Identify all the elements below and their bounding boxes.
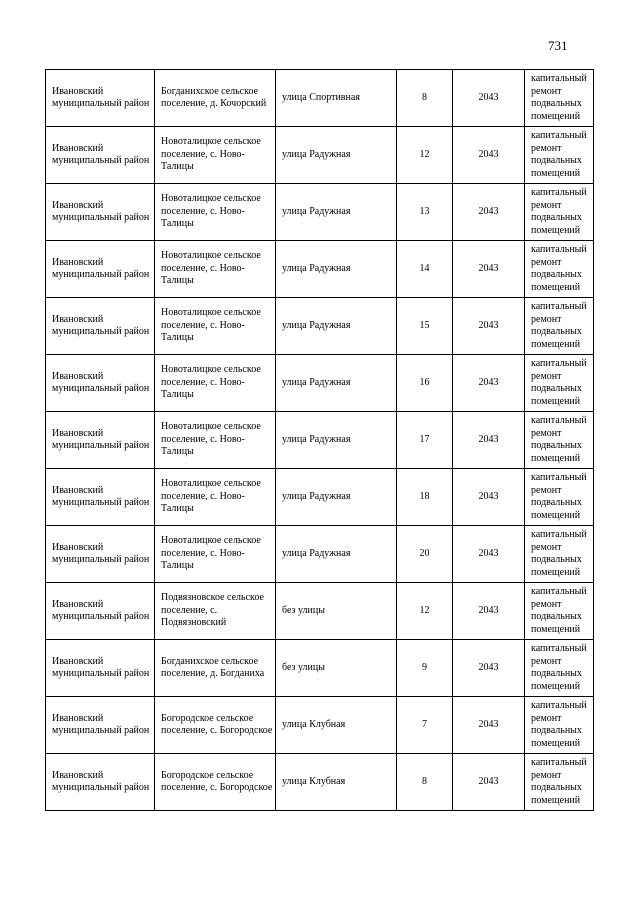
cell-house-number: 20	[397, 526, 453, 583]
cell-year: 2043	[453, 526, 525, 583]
cell-district: Ивановский муниципальный район	[46, 355, 155, 412]
cell-year: 2043	[453, 697, 525, 754]
cell-district: Ивановский муниципальный район	[46, 241, 155, 298]
cell-year: 2043	[453, 184, 525, 241]
cell-year: 2043	[453, 241, 525, 298]
cell-work-type: капитальный ремонт подвальных помещений	[525, 298, 594, 355]
page-number: 731	[548, 38, 568, 53]
cell-year: 2043	[453, 355, 525, 412]
cell-work-type: капитальный ремонт подвальных помещений	[525, 697, 594, 754]
cell-street: улица Спортивная	[276, 70, 397, 127]
cell-street: улица Радужная	[276, 241, 397, 298]
cell-street: улица Клубная	[276, 754, 397, 811]
table-row	[46, 127, 594, 184]
cell-year: 2043	[453, 754, 525, 811]
cell-year: 2043	[453, 469, 525, 526]
cell-street: улица Радужная	[276, 127, 397, 184]
cell-street: улица Радужная	[276, 298, 397, 355]
cell-house-number: 8	[397, 754, 453, 811]
cell-house-number: 12	[397, 583, 453, 640]
cell-work-type: капитальный ремонт подвальных помещений	[525, 127, 594, 184]
cell-work-type: капитальный ремонт подвальных помещений	[525, 70, 594, 127]
table-row	[46, 697, 594, 754]
cell-district: Ивановский муниципальный район	[46, 583, 155, 640]
cell-street: улица Радужная	[276, 526, 397, 583]
table-row	[46, 469, 594, 526]
cell-district: Ивановский муниципальный район	[46, 697, 155, 754]
cell-settlement: Новоталицкое сельское поселение, с. Ново-Талицы	[155, 184, 276, 241]
cell-work-type: капитальный ремонт подвальных помещений	[525, 412, 594, 469]
cell-year: 2043	[453, 298, 525, 355]
cell-settlement: Богородское сельское поселение, с. Богородское	[155, 697, 276, 754]
cell-house-number: 17	[397, 412, 453, 469]
cell-street: улица Клубная	[276, 697, 397, 754]
cell-work-type: капитальный ремонт подвальных помещений	[525, 241, 594, 298]
cell-settlement: Богородское сельское поселение, с. Богородское	[155, 754, 276, 811]
cell-settlement: Новоталицкое сельское поселение, с. Ново-Талицы	[155, 355, 276, 412]
cell-district: Ивановский муниципальный район	[46, 412, 155, 469]
cell-district: Ивановский муниципальный район	[46, 469, 155, 526]
cell-settlement: Новоталицкое сельское поселение, с. Ново-Талицы	[155, 412, 276, 469]
cell-district: Ивановский муниципальный район	[46, 127, 155, 184]
table-row	[46, 754, 594, 811]
cell-work-type: капитальный ремонт подвальных помещений	[525, 355, 594, 412]
table-row	[46, 184, 594, 241]
cell-work-type: капитальный ремонт подвальных помещений	[525, 526, 594, 583]
cell-work-type: капитальный ремонт подвальных помещений	[525, 469, 594, 526]
cell-street: улица Радужная	[276, 412, 397, 469]
cell-street: без улицы	[276, 583, 397, 640]
cell-street: без улицы	[276, 640, 397, 697]
cell-settlement: Новоталицкое сельское поселение, с. Ново-Талицы	[155, 526, 276, 583]
cell-year: 2043	[453, 70, 525, 127]
registry-table-body	[46, 70, 594, 811]
table-row	[46, 355, 594, 412]
cell-house-number: 12	[397, 127, 453, 184]
cell-settlement: Новоталицкое сельское поселение, с. Ново-Талицы	[155, 469, 276, 526]
table-row	[46, 70, 594, 127]
cell-year: 2043	[453, 127, 525, 184]
cell-work-type: капитальный ремонт подвальных помещений	[525, 754, 594, 811]
cell-house-number: 8	[397, 70, 453, 127]
cell-house-number: 15	[397, 298, 453, 355]
cell-settlement: Новоталицкое сельское поселение, с. Ново-Талицы	[155, 127, 276, 184]
cell-house-number: 18	[397, 469, 453, 526]
cell-street: улица Радужная	[276, 469, 397, 526]
table-row	[46, 298, 594, 355]
table-row	[46, 583, 594, 640]
cell-settlement: Богданихское сельское поселение, д. Кочорский	[155, 70, 276, 127]
cell-street: улица Радужная	[276, 184, 397, 241]
cell-street: улица Радужная	[276, 355, 397, 412]
cell-year: 2043	[453, 583, 525, 640]
cell-house-number: 16	[397, 355, 453, 412]
registry-table	[45, 69, 594, 811]
cell-house-number: 7	[397, 697, 453, 754]
cell-settlement: Богданихское сельское поселение, д. Богданиха	[155, 640, 276, 697]
cell-work-type: капитальный ремонт подвальных помещений	[525, 583, 594, 640]
cell-district: Ивановский муниципальный район	[46, 298, 155, 355]
table-row	[46, 526, 594, 583]
cell-district: Ивановский муниципальный район	[46, 184, 155, 241]
table-row	[46, 241, 594, 298]
cell-work-type: капитальный ремонт подвальных помещений	[525, 640, 594, 697]
cell-house-number: 14	[397, 241, 453, 298]
cell-district: Ивановский муниципальный район	[46, 754, 155, 811]
cell-district: Ивановский муниципальный район	[46, 640, 155, 697]
cell-settlement: Новоталицкое сельское поселение, с. Ново-Талицы	[155, 298, 276, 355]
cell-settlement: Подвязновское сельское поселение, с. Подвязновский	[155, 583, 276, 640]
cell-district: Ивановский муниципальный район	[46, 526, 155, 583]
cell-year: 2043	[453, 412, 525, 469]
cell-district: Ивановский муниципальный район	[46, 70, 155, 127]
cell-house-number: 9	[397, 640, 453, 697]
cell-year: 2043	[453, 640, 525, 697]
cell-work-type: капитальный ремонт подвальных помещений	[525, 184, 594, 241]
table-row	[46, 640, 594, 697]
cell-house-number: 13	[397, 184, 453, 241]
cell-settlement: Новоталицкое сельское поселение, с. Ново-Талицы	[155, 241, 276, 298]
table-row	[46, 412, 594, 469]
